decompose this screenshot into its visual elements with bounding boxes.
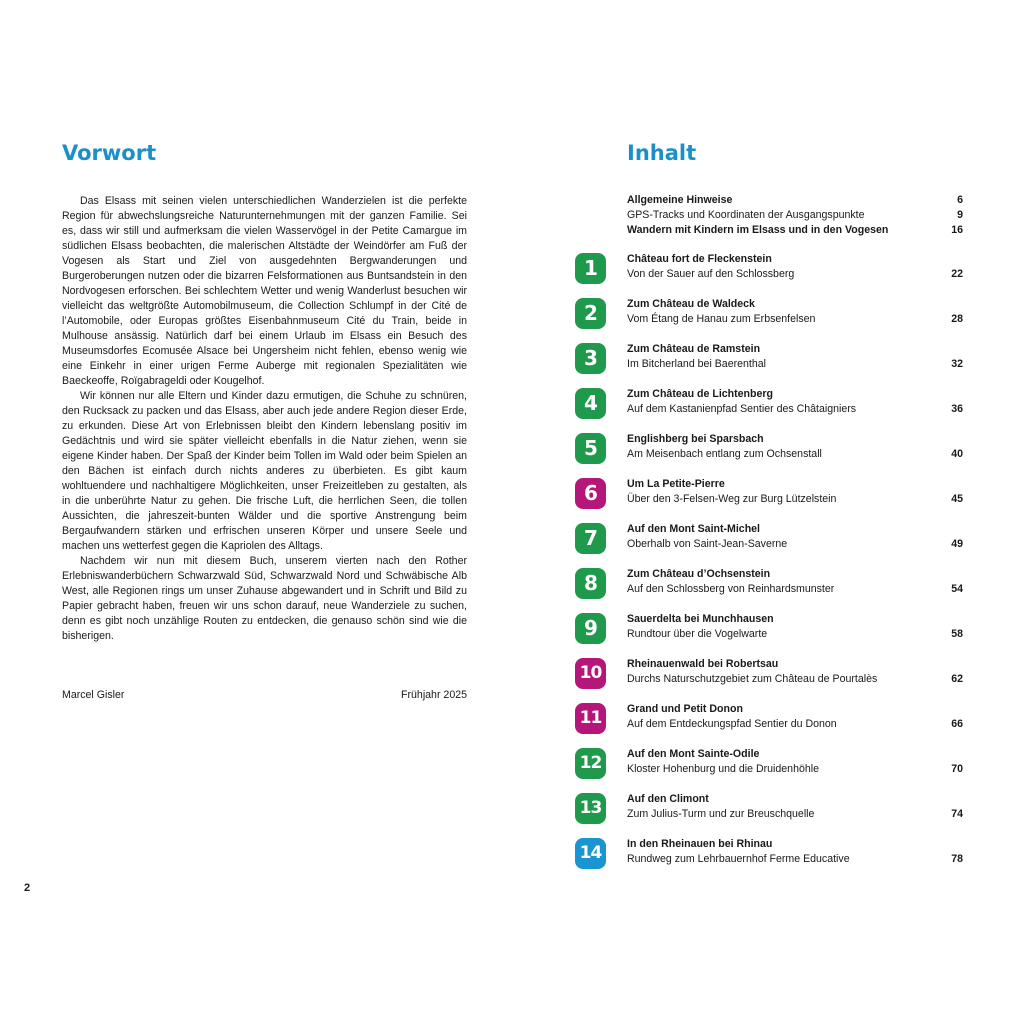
toc-entry-label: Allgemeine Hinweise (627, 194, 733, 206)
tour-subtitle: Zum Julius-Turm und zur Breuschquelle (627, 808, 815, 820)
tour-entry[interactable] (575, 387, 963, 421)
contents-title: Inhalt (627, 141, 697, 165)
tour-entry[interactable] (575, 657, 963, 691)
tour-page-number: 74 (951, 808, 963, 820)
tour-number-badge: 5 (575, 433, 606, 464)
tour-number-badge: 11 (575, 703, 606, 734)
tour-page-number: 32 (951, 358, 963, 370)
tour-number-badge: 6 (575, 478, 606, 509)
tour-page-number: 45 (951, 493, 963, 505)
tour-title: Zum Château d’Ochsenstein (627, 568, 771, 580)
toc-entry-label: Wandern mit Kindern im Elsass und in den Vogesen (627, 224, 889, 236)
tour-subtitle: Rundtour über die Vogelwarte (627, 628, 768, 640)
tour-entry[interactable] (575, 702, 963, 736)
tour-page-number: 22 (951, 268, 963, 280)
tour-entry[interactable] (575, 567, 963, 601)
foreword-date: Frühjahr 2025 (401, 689, 467, 701)
tour-subtitle: Vom Étang de Hanau zum Erbsenfelsen (627, 313, 816, 325)
page-number: 2 (24, 882, 31, 894)
tour-page-number: 70 (951, 763, 963, 775)
foreword-paragraph: Nachdem wir nun mit diesem Buch, unserem vierten nach den Rother Erlebniswanderbüchern Schwarzwald Süd, Schwarzwald Nord und Schwäbische Alb West, alle Regionen rings um unser Zuhause abgewandert und in Schrift und Bild zu Papier gebracht haben, freuen wir uns schon darauf, neue Wanderziele zu suchen, denn es gibt noch unzählige Routen zu entdecken, die genauso schön sind wie die bisherigen. (62, 555, 467, 642)
toc-entry[interactable] (627, 193, 963, 208)
tour-number-badge: 12 (575, 748, 606, 779)
tour-entry[interactable] (575, 252, 963, 286)
tour-number-badge: 2 (575, 298, 606, 329)
tour-number-badge: 10 (575, 658, 606, 689)
tour-entry[interactable] (575, 477, 963, 511)
tour-page-number: 40 (951, 448, 963, 460)
tour-number-badge: 8 (575, 568, 606, 599)
tour-title: In den Rheinauen bei Rhinau (627, 838, 773, 850)
tour-number-badge: 3 (575, 343, 606, 374)
tour-page-number: 54 (951, 583, 963, 595)
toc-entry-page: 6 (957, 194, 963, 206)
tour-title: Sauerdelta bei Munchhausen (627, 613, 774, 625)
foreword-paragraph: Das Elsass mit seinen vielen unterschiedlichen Wanderzielen ist die perfekte Region für abwechslungsreiche Naturunternehmungen mit der ganzen Familie. Sei es, dass wir still und aufmerksam die vielen Wasservögel in der Petite Camargue im südlichen Elsass beobachten, die malerischen Altstädte der Weindörfer am Fuß der Vogesen als Start und Ziel von ausgedehnten Bergwanderungen und Burgeroberungen nutzen oder die bizarren Felsformationen aus Buntsandstein in den Nordvogesen erforschen. Bei schlechtem Wetter und wenig Wanderlust besuchen wir vielleicht das weltgrößte Automobilmuseum, die Collection Schlumpf in der Cité de l’Automobile, oder Europas größtes Eisenbahnmuseum Cité du Train, beide in Mulhouse ansässig. Natürlich darf bei einem Urlaub im Elsass ein Besuch des Museumsdorfes Ecomusée Alsace bei Ungersheim nicht fehlen, ebenso wenig wie eine Einkehr in einer urigen Ferme Auberge mit regionalen Spezialitäten wie Baeckeoffe, Roïgabrageldi oder Kougelhof. (62, 195, 467, 387)
tour-entry[interactable] (575, 432, 963, 466)
tour-entry[interactable] (575, 747, 963, 781)
tour-title: Zum Château de Ramstein (627, 343, 761, 355)
toc-entry[interactable] (627, 208, 963, 223)
toc-entry-page: 9 (957, 209, 963, 221)
tour-number-badge: 7 (575, 523, 606, 554)
foreword-signature (62, 688, 467, 703)
tour-page-number: 66 (951, 718, 963, 730)
tour-page-number: 28 (951, 313, 963, 325)
toc-entry[interactable] (627, 223, 963, 238)
tour-entry[interactable] (575, 612, 963, 646)
tour-page-number: 62 (951, 673, 963, 685)
tour-title: Rheinauenwald bei Robertsau (627, 658, 779, 670)
tour-number-badge: 13 (575, 793, 606, 824)
tour-page-number: 49 (951, 538, 963, 550)
author-name: Marcel Gisler (62, 689, 125, 701)
toc-entry-page: 16 (951, 224, 963, 236)
tour-subtitle: Durchs Naturschutzgebiet zum Château de Pourtalès (627, 673, 878, 685)
tour-title: Auf den Climont (627, 793, 709, 805)
tour-subtitle: Kloster Hohenburg und die Druidenhöhle (627, 763, 819, 775)
tour-number-badge: 4 (575, 388, 606, 419)
toc-entry-label: GPS-Tracks und Koordinaten der Ausgangspunkte (627, 209, 865, 221)
tour-subtitle: Rundweg zum Lehrbauernhof Ferme Educative (627, 853, 850, 865)
tour-subtitle: Am Meisenbach entlang zum Ochsenstall (627, 448, 822, 460)
tour-title: Zum Château de Waldeck (627, 298, 755, 310)
tour-page-number: 36 (951, 403, 963, 415)
tour-title: Zum Château de Lichtenberg (627, 388, 773, 400)
tour-subtitle: Auf dem Kastanienpfad Sentier des Châtaigniers (627, 403, 857, 415)
tour-page-number: 58 (951, 628, 963, 640)
tour-title: Um La Petite-Pierre (627, 478, 725, 490)
tour-subtitle: Auf dem Entdeckungspfad Sentier du Donon (627, 718, 837, 730)
foreword-paragraph: Wir können nur alle Eltern und Kinder dazu ermutigen, die Schuhe zu schnüren, den Rucksack zu packen und das Elsass, aber auch jede andere Region dieser Erde, zu erkunden. Diese Art von Erlebnissen bleibt den Kindern lebenslang positiv im Gedächtnis und wird sie später vielleicht ebenfalls in die Natur ziehen, wenn sie eigene Kinder haben. Der Spaß der Kinder beim Tollen im Wald oder beim Spielen an den Bächen ist einfach durch nichts anderes zu überbieten. Es gibt kaum wohltuendere und nachhaltigere Möglichkeiten, unser Freizeitleben zu gestalten, als in die unberührte Natur zu gehen. Die frische Luft, die herrlichen Seen, die tollen Aussichten, die jahreszeit-bunten Wälder und die sportive Anstrengung beim Bergaufwandern stärken und erfrischen unseren Körper und unsere Seele und machen uns wetterfest gegen die Kapriolen des Alltags. (62, 390, 467, 552)
tour-number-badge: 14 (575, 838, 606, 869)
tour-title: Englishberg bei Sparsbach (627, 433, 764, 445)
tour-title: Château fort de Fleckenstein (627, 253, 772, 265)
tour-entry[interactable] (575, 792, 963, 826)
tour-subtitle: Oberhalb von Saint-Jean-Saverne (627, 538, 788, 550)
tour-title: Auf den Mont Saint-Michel (627, 523, 761, 535)
tour-subtitle: Von der Sauer auf den Schlossberg (627, 268, 795, 280)
foreword-title: Vorwort (62, 141, 157, 165)
tour-entry[interactable] (575, 342, 963, 376)
toc-general-section (627, 193, 963, 238)
tour-entry[interactable] (575, 837, 963, 871)
foreword-body (62, 194, 467, 644)
tour-title: Grand und Petit Donon (627, 703, 743, 715)
tour-subtitle: Im Bitcherland bei Baerenthal (627, 358, 766, 370)
tour-number-badge: 9 (575, 613, 606, 644)
tour-subtitle: Auf den Schlossberg von Reinhardsmunster (627, 583, 835, 595)
tour-entry[interactable] (575, 297, 963, 331)
tour-subtitle: Über den 3-Felsen-Weg zur Burg Lützelstein (627, 493, 837, 505)
tour-page-number: 78 (951, 853, 963, 865)
tour-number-badge: 1 (575, 253, 606, 284)
tour-title: Auf den Mont Sainte-Odile (627, 748, 760, 760)
tour-entry[interactable] (575, 522, 963, 556)
